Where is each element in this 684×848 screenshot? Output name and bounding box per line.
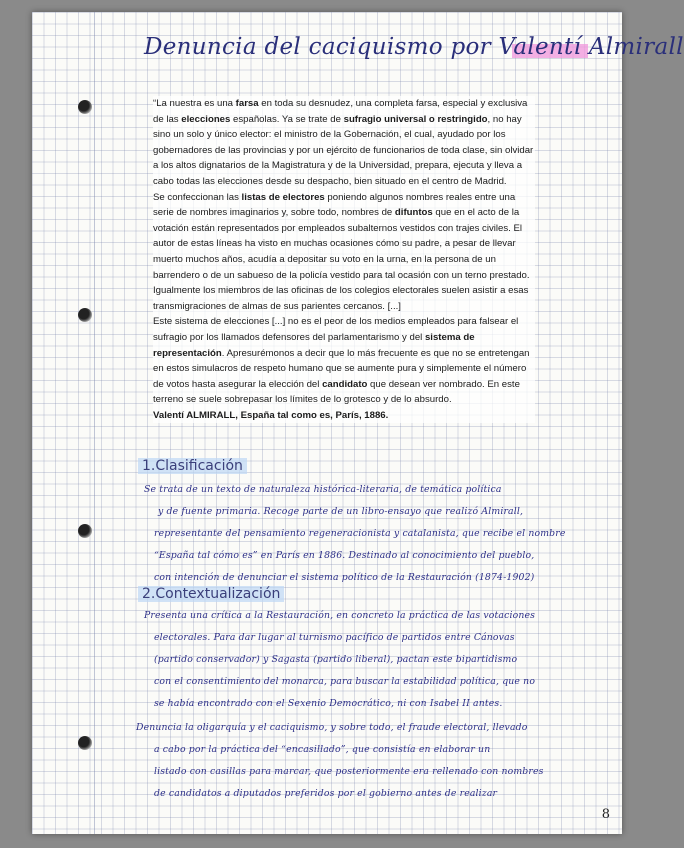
handwritten-line: electorales. Para dar lugar al turnismo pacífico de partidos entre Cánovas <box>154 632 515 643</box>
handwritten-line: con el consentimiento del monarca, para buscar la estabilidad política, que no <box>154 676 536 687</box>
page-number: 8 <box>601 807 610 822</box>
handwritten-line: de candidatos a diputados preferidos por el gobierno antes de realizar <box>154 788 498 799</box>
binder-hole <box>78 736 92 750</box>
handwritten-line: “España tal cómo es” en París en 1886. Destinado al conocimiento del pueblo, <box>154 550 535 561</box>
handwritten-line: a cabo por la práctica del “encasillado”, que consistía en elaborar un <box>154 744 491 755</box>
page-title: Denuncia del caciquismo por Valentí Almirall <box>144 34 684 60</box>
quote-paragraph-2: Se confeccionan las listas de electores poniendo algunos nombres reales entre una serie de nombres imaginarios y, sobre todo, nombres de difuntos que en el acto de la votación están representados por empleados subalternos vestidos con trajes civiles. El autor de estas líneas ha visto en muchas ocasiones cómo su padre, a pesar de llevar muerto muchos años, acudía a depositar su voto en la urna, en la persona de un barrendero o de un sabueso de la policía vestido para tal ocasión con un terno prestado. Igualmente los miembros de las oficinas de los colegios electorales suelen asistir a esas transmigraciones de almas de sus parientes cercanos. [...] <box>153 191 530 312</box>
handwritten-line: y de fuente primaria. Recoge parte de un libro-ensayo que realizó Almirall, <box>158 506 524 517</box>
handwritten-line: listado con casillas para marcar, que posteriormente era rellenado con nombres <box>154 766 544 777</box>
margin-line <box>94 12 95 834</box>
binder-hole <box>78 100 92 114</box>
handwritten-line: Presenta una crítica a la Restauración, en concreto la práctica de las votaciones <box>144 610 536 621</box>
quote-paragraph-3: Este sistema de elecciones [...] no es el peor de los medios empleados para falsear el sufragio por los llamados defensores del parlamentarismo y del sistema de representación. Apresurémonos a decir que lo más frecuente es que no se entretengan en estos simulacros de respeto humano que se aumente pura y simplemente el número de votos hasta asegurar la elección del candidato que desean ver nombrado. En este terreno se suele sobrepasar los límites de lo grotesco y de lo absurdo. <box>153 316 530 406</box>
handwritten-line: (partido conservador) y Sagasta (partido liberal), pactan este bipartidismo <box>154 654 518 665</box>
notebook-page <box>32 12 684 834</box>
handwritten-line: representante del pensamiento regeneracionista y catalanista, que recibe el nombre <box>154 528 566 539</box>
handwritten-line: Denuncia la oligarquía y el caciquismo, y sobre todo, el fraude electoral, llevado <box>136 722 528 733</box>
handwritten-line: con intención de denunciar el sistema político de la Restauración (1874-1902) <box>154 572 535 583</box>
binder-hole <box>78 524 92 538</box>
source-quote <box>153 96 535 423</box>
section-heading: 1.Clasificación <box>138 458 247 474</box>
quote-paragraph-1: “La nuestra es una farsa en toda su desnudez, una completa farsa, especial y exclusiva de las elecciones españolas. Ya se trate de sufragio universal o restringido, no hay sino un solo y único elector: el ministro de la Gobernación, el cual, ayudado por los gobernadores de las provincias y por un ejército de funcionarios de toda clase, sin olvidar a los altos dignatarios de la Magistratura y de la Universidad, prepara, ejecuta y lleva a cabo todas las elecciones desde su despacho, bien situado en el centro de Madrid. <box>153 98 534 187</box>
section-heading: 2.Contextualización <box>138 586 284 602</box>
handwritten-line: Se trata de un texto de naturaleza histórica-literaria, de temática política <box>144 484 502 495</box>
binder-hole <box>78 308 92 322</box>
handwritten-line: se había encontrado con el Sexenio Democrático, ni con Isabel II antes. <box>154 698 503 709</box>
quote-attribution: Valentí ALMIRALL, España tal como es, París, 1886. <box>153 409 389 421</box>
